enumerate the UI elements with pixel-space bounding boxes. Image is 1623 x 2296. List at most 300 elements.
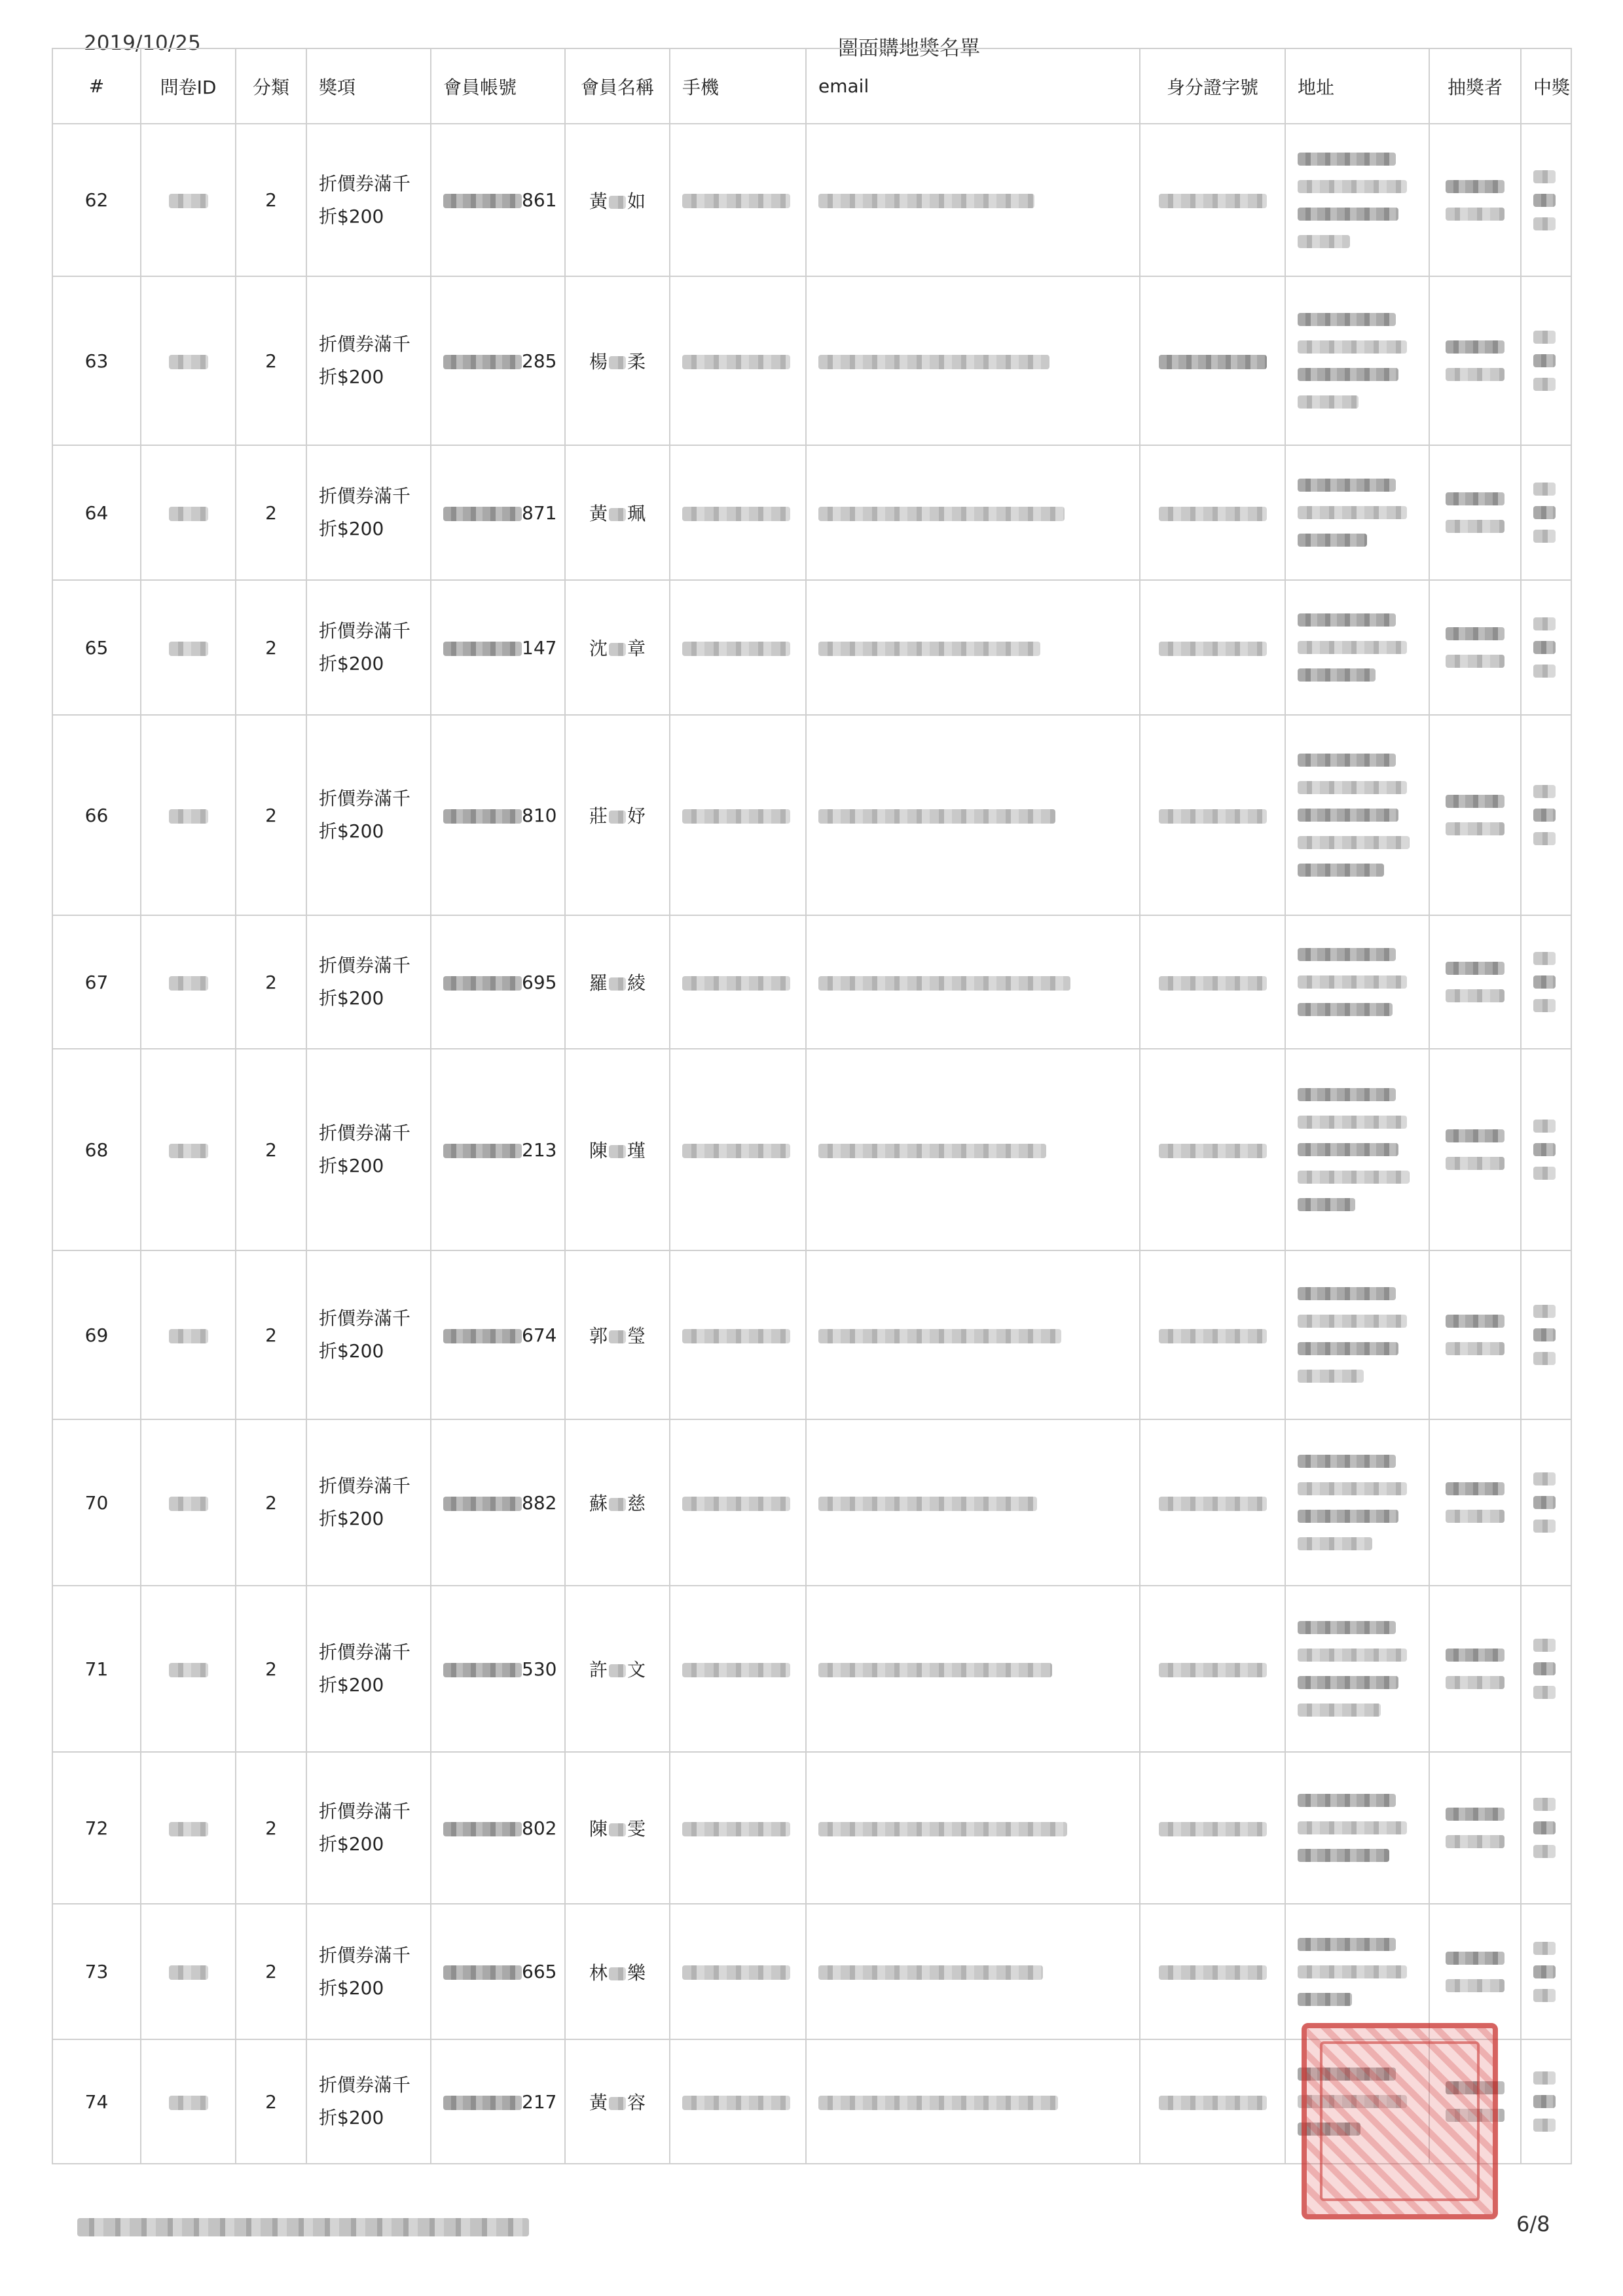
redacted-address-line — [1298, 1676, 1398, 1689]
redacted-winner — [1533, 1120, 1556, 1133]
redacted-drawer — [1446, 1676, 1504, 1689]
table-header-row — [52, 48, 1571, 124]
name-first-char: 黃 — [589, 2092, 608, 2113]
cell-account — [431, 2039, 565, 2164]
redacted-winner — [1533, 952, 1556, 965]
account-suffix: 285 — [522, 350, 557, 372]
cell-phone — [670, 1752, 806, 1904]
name-last-char: 柔 — [627, 351, 646, 373]
account-suffix: 147 — [522, 636, 557, 659]
cell-account — [431, 124, 565, 276]
name-last-char: 如 — [627, 190, 646, 212]
cell-member-name — [565, 580, 670, 715]
cell-member-name — [565, 1250, 670, 1419]
cell-winner — [1521, 1250, 1571, 1419]
cell-survey-id — [141, 445, 236, 580]
cell-winner — [1521, 1904, 1571, 2039]
redacted-winner — [1533, 665, 1556, 678]
cell-member-name — [565, 1586, 670, 1752]
cell-member-name — [565, 1049, 670, 1250]
redacted-drawer — [1446, 1157, 1504, 1170]
redacted-account-prefix — [443, 1497, 522, 1511]
redacted-survey-id — [169, 1965, 208, 1980]
cell-account — [431, 1586, 565, 1752]
redacted-name-char — [609, 1967, 626, 1980]
redacted-winner — [1533, 1639, 1556, 1652]
redacted-name-char — [609, 1498, 626, 1511]
redacted-address-line — [1298, 1849, 1389, 1862]
cell-survey-id — [141, 915, 236, 1049]
name-last-char: 雯 — [627, 1818, 646, 1840]
prize-line-2: 折$200 — [319, 205, 384, 227]
cell-drawer — [1429, 915, 1521, 1049]
redacted-address-line — [1298, 975, 1407, 989]
redacted-account-prefix — [443, 2096, 522, 2110]
redacted-address-line — [1298, 235, 1350, 248]
redacted-address-line — [1298, 948, 1396, 961]
footer-redacted-text — [77, 2218, 529, 2236]
col-header-member-name: 會員名稱 — [565, 48, 670, 124]
seal-inner-border — [1320, 2041, 1480, 2201]
cell-account — [431, 1419, 565, 1586]
name-last-char: 瑾 — [627, 1140, 646, 1161]
cell-phone — [670, 276, 806, 445]
cell-prize — [306, 1586, 431, 1752]
redacted-address-line — [1298, 836, 1410, 849]
account-suffix: 213 — [522, 1139, 557, 1161]
prize-line-2: 折$200 — [319, 2107, 384, 2128]
winners-table — [52, 48, 1572, 2164]
table-row — [52, 1250, 1571, 1419]
cell-category: 2 — [236, 1049, 306, 1250]
redacted-name-char — [609, 196, 626, 209]
redacted-phone — [682, 976, 790, 991]
print-date: 2019/10/25 — [84, 31, 201, 55]
redacted-drawer — [1446, 520, 1504, 533]
col-header-phone: 手機 — [670, 48, 806, 124]
cell-phone — [670, 1586, 806, 1752]
redacted-winner — [1533, 1305, 1556, 1318]
cell-member-name — [565, 1419, 670, 1586]
cell-winner — [1521, 276, 1571, 445]
redacted-account-prefix — [443, 1965, 522, 1980]
redacted-name-char — [609, 811, 626, 824]
redacted-winner — [1533, 1520, 1556, 1533]
redacted-address-line — [1298, 368, 1398, 381]
table-row — [52, 445, 1571, 580]
redacted-winner — [1533, 1965, 1556, 1978]
cell-category: 2 — [236, 124, 306, 276]
redacted-email — [818, 1663, 1052, 1677]
cell-number: 73 — [52, 1904, 141, 2039]
cell-id-number — [1140, 1586, 1285, 1752]
cell-phone — [670, 445, 806, 580]
name-last-char: 妤 — [627, 805, 646, 827]
table-row — [52, 580, 1571, 715]
redacted-drawer — [1446, 1979, 1504, 1992]
redacted-email — [818, 2096, 1058, 2110]
redacted-id-number — [1159, 2096, 1267, 2110]
name-first-char: 楊 — [589, 351, 608, 373]
cell-address — [1285, 715, 1429, 915]
cell-category: 2 — [236, 915, 306, 1049]
account-suffix: 674 — [522, 1324, 557, 1346]
prize-line-1: 折價券滿千 — [319, 2074, 411, 2096]
cell-number: 68 — [52, 1049, 141, 1250]
cell-survey-id — [141, 1752, 236, 1904]
redacted-address-line — [1298, 1315, 1407, 1328]
cell-category: 2 — [236, 276, 306, 445]
cell-member-name — [565, 276, 670, 445]
redacted-survey-id — [169, 2096, 208, 2110]
account-suffix: 530 — [522, 1658, 557, 1680]
redacted-winner — [1533, 483, 1556, 496]
cell-category: 2 — [236, 445, 306, 580]
redacted-address-line — [1298, 668, 1376, 682]
cell-survey-id — [141, 124, 236, 276]
redacted-email — [818, 809, 1055, 824]
name-first-char: 黃 — [589, 190, 608, 212]
redacted-address-line — [1298, 1088, 1396, 1101]
redacted-phone — [682, 507, 790, 521]
cell-address — [1285, 580, 1429, 715]
cell-address — [1285, 124, 1429, 276]
redacted-name-char — [609, 1145, 626, 1158]
redacted-account-prefix — [443, 1663, 522, 1677]
cell-number: 64 — [52, 445, 141, 580]
cell-category: 2 — [236, 1904, 306, 2039]
redacted-survey-id — [169, 642, 208, 656]
redacted-survey-id — [169, 1144, 208, 1158]
cell-email — [806, 1904, 1140, 2039]
cell-prize — [306, 915, 431, 1049]
redacted-id-number — [1159, 1144, 1267, 1158]
table-row — [52, 1419, 1571, 1586]
col-header-address: 地址 — [1285, 48, 1429, 124]
col-header-account: 會員帳號 — [431, 48, 565, 124]
redacted-id-number — [1159, 809, 1267, 824]
redacted-survey-id — [169, 1497, 208, 1511]
redacted-drawer — [1446, 340, 1504, 354]
prize-line-1: 折價券滿千 — [319, 1641, 411, 1663]
redacted-address-line — [1298, 1821, 1407, 1834]
redacted-winner — [1533, 354, 1556, 367]
redacted-winner — [1533, 506, 1556, 519]
account-suffix: 810 — [522, 804, 557, 826]
prize-line-1: 折價券滿千 — [319, 1475, 411, 1497]
redacted-winner — [1533, 1662, 1556, 1675]
redacted-phone — [682, 642, 790, 656]
cell-prize — [306, 1049, 431, 1250]
cell-address — [1285, 1419, 1429, 1586]
cell-address — [1285, 1049, 1429, 1250]
redacted-address-line — [1298, 506, 1407, 519]
redacted-account-prefix — [443, 809, 522, 824]
cell-number: 71 — [52, 1586, 141, 1752]
redacted-id-number — [1159, 1822, 1267, 1836]
cell-id-number — [1140, 580, 1285, 715]
name-last-char: 慈 — [627, 1493, 646, 1514]
redacted-winner — [1533, 217, 1556, 230]
redacted-drawer — [1446, 208, 1504, 221]
cell-drawer — [1429, 715, 1521, 915]
cell-prize — [306, 715, 431, 915]
redacted-address-line — [1298, 1510, 1398, 1523]
cell-id-number — [1140, 276, 1285, 445]
redacted-winner — [1533, 2119, 1556, 2132]
redacted-phone — [682, 1329, 790, 1343]
redacted-account-prefix — [443, 355, 522, 369]
cell-number: 66 — [52, 715, 141, 915]
redacted-address-line — [1298, 1965, 1407, 1978]
redacted-phone — [682, 1965, 790, 1980]
cell-category: 2 — [236, 1586, 306, 1752]
cell-survey-id — [141, 2039, 236, 2164]
name-first-char: 黃 — [589, 503, 608, 524]
redacted-drawer — [1446, 1835, 1504, 1848]
redacted-winner — [1533, 378, 1556, 391]
cell-winner — [1521, 2039, 1571, 2164]
redacted-winner — [1533, 617, 1556, 630]
col-header-winner: 中獎 — [1521, 48, 1571, 124]
prize-line-1: 折價券滿千 — [319, 1800, 411, 1822]
redacted-id-number — [1159, 1497, 1267, 1511]
cell-id-number — [1140, 1904, 1285, 2039]
cell-survey-id — [141, 715, 236, 915]
redacted-drawer — [1446, 1510, 1504, 1523]
redacted-drawer — [1446, 1129, 1504, 1142]
cell-winner — [1521, 715, 1571, 915]
prize-line-1: 折價券滿千 — [319, 955, 411, 976]
redacted-address-line — [1298, 1198, 1355, 1211]
redacted-survey-id — [169, 976, 208, 991]
redacted-address-line — [1298, 754, 1396, 767]
red-seal-stamp — [1302, 2023, 1498, 2219]
redacted-winner — [1533, 194, 1556, 207]
redacted-winner — [1533, 170, 1556, 183]
redacted-address-line — [1298, 864, 1384, 877]
cell-winner — [1521, 915, 1571, 1049]
redacted-email — [818, 507, 1065, 521]
redacted-address-line — [1298, 1482, 1407, 1495]
redacted-address-line — [1298, 1794, 1396, 1807]
cell-number: 74 — [52, 2039, 141, 2164]
prize-line-2: 折$200 — [319, 1977, 384, 1999]
cell-category: 2 — [236, 1250, 306, 1419]
cell-survey-id — [141, 1250, 236, 1419]
document-title: 圍面購地獎名單 — [838, 37, 980, 60]
cell-address — [1285, 1904, 1429, 2039]
prize-line-2: 折$200 — [319, 987, 384, 1009]
prize-line-2: 折$200 — [319, 518, 384, 539]
cell-number: 62 — [52, 124, 141, 276]
redacted-winner — [1533, 1472, 1556, 1485]
cell-email — [806, 715, 1140, 915]
redacted-account-prefix — [443, 1822, 522, 1836]
cell-account — [431, 915, 565, 1049]
name-first-char: 許 — [589, 1659, 608, 1681]
cell-winner — [1521, 1586, 1571, 1752]
redacted-email — [818, 1144, 1046, 1158]
name-last-char: 章 — [627, 638, 646, 659]
cell-email — [806, 2039, 1140, 2164]
redacted-winner — [1533, 832, 1556, 845]
redacted-address-line — [1298, 1003, 1393, 1016]
cell-member-name — [565, 1904, 670, 2039]
cell-id-number — [1140, 915, 1285, 1049]
redacted-address-line — [1298, 1704, 1381, 1717]
redacted-drawer — [1446, 492, 1504, 505]
redacted-drawer — [1446, 368, 1504, 381]
redacted-drawer — [1446, 180, 1504, 193]
table-row — [52, 276, 1571, 445]
cell-winner — [1521, 1752, 1571, 1904]
cell-member-name — [565, 715, 670, 915]
cell-account — [431, 1049, 565, 1250]
prize-line-2: 折$200 — [319, 1340, 384, 1362]
cell-category: 2 — [236, 1752, 306, 1904]
cell-member-name — [565, 124, 670, 276]
redacted-address-line — [1298, 641, 1407, 654]
account-suffix: 861 — [522, 189, 557, 211]
cell-prize — [306, 1250, 431, 1419]
cell-account — [431, 580, 565, 715]
cell-email — [806, 580, 1140, 715]
redacted-address-line — [1298, 479, 1396, 492]
redacted-winner — [1533, 1143, 1556, 1156]
cell-email — [806, 445, 1140, 580]
cell-phone — [670, 915, 806, 1049]
table-row — [52, 715, 1571, 915]
redacted-winner — [1533, 785, 1556, 798]
cell-survey-id — [141, 1586, 236, 1752]
redacted-address-line — [1298, 1537, 1372, 1550]
redacted-address-line — [1298, 1370, 1364, 1383]
redacted-id-number — [1159, 194, 1267, 208]
name-first-char: 蘇 — [589, 1493, 608, 1514]
redacted-winner — [1533, 1798, 1556, 1811]
redacted-address-line — [1298, 1143, 1398, 1156]
redacted-account-prefix — [443, 642, 522, 656]
cell-drawer — [1429, 1904, 1521, 2039]
col-header-survey-id: 問卷ID — [141, 48, 236, 124]
cell-phone — [670, 124, 806, 276]
redacted-id-number — [1159, 642, 1267, 656]
redacted-survey-id — [169, 507, 208, 521]
cell-prize — [306, 1419, 431, 1586]
cell-address — [1285, 1752, 1429, 1904]
cell-member-name — [565, 1752, 670, 1904]
cell-survey-id — [141, 276, 236, 445]
redacted-survey-id — [169, 1663, 208, 1677]
name-first-char: 沈 — [589, 638, 608, 659]
redacted-winner — [1533, 809, 1556, 822]
redacted-drawer — [1446, 627, 1504, 640]
cell-prize — [306, 2039, 431, 2164]
redacted-drawer — [1446, 655, 1504, 668]
redacted-winner — [1533, 1686, 1556, 1699]
account-suffix: 695 — [522, 971, 557, 993]
redacted-account-prefix — [443, 507, 522, 521]
redacted-name-char — [609, 356, 626, 369]
redacted-winner — [1533, 530, 1556, 543]
cell-prize — [306, 124, 431, 276]
redacted-winner — [1533, 641, 1556, 654]
name-first-char: 郭 — [589, 1325, 608, 1347]
redacted-name-char — [609, 643, 626, 656]
cell-survey-id — [141, 1049, 236, 1250]
redacted-survey-id — [169, 194, 208, 208]
redacted-winner — [1533, 331, 1556, 344]
redacted-phone — [682, 1144, 790, 1158]
redacted-phone — [682, 194, 790, 208]
cell-phone — [670, 2039, 806, 2164]
cell-id-number — [1140, 1752, 1285, 1904]
cell-id-number — [1140, 445, 1285, 580]
redacted-drawer — [1446, 989, 1504, 1002]
cell-drawer — [1429, 124, 1521, 276]
redacted-email — [818, 642, 1040, 656]
prize-line-1: 折價券滿千 — [319, 172, 411, 194]
name-last-char: 文 — [627, 1659, 646, 1681]
cell-email — [806, 1419, 1140, 1586]
redacted-address-line — [1298, 180, 1407, 193]
col-header-prize: 獎項 — [306, 48, 431, 124]
redacted-name-char — [609, 1330, 626, 1343]
redacted-phone — [682, 1497, 790, 1511]
redacted-email — [818, 1497, 1037, 1511]
name-last-char: 綾 — [627, 972, 646, 994]
cell-member-name — [565, 2039, 670, 2164]
prize-line-1: 折價券滿千 — [319, 788, 411, 809]
redacted-account-prefix — [443, 1329, 522, 1343]
cell-id-number — [1140, 1419, 1285, 1586]
cell-number: 70 — [52, 1419, 141, 1586]
redacted-winner — [1533, 2071, 1556, 2085]
name-first-char: 林 — [589, 1961, 608, 1984]
redacted-address-line — [1298, 208, 1398, 221]
cell-winner — [1521, 1419, 1571, 1586]
name-last-char: 樂 — [627, 1961, 646, 1984]
redacted-address-line — [1298, 613, 1396, 627]
cell-phone — [670, 715, 806, 915]
redacted-address-line — [1298, 1993, 1352, 2006]
cell-prize — [306, 1752, 431, 1904]
col-header-category: 分類 — [236, 48, 306, 124]
redacted-drawer — [1446, 1482, 1504, 1495]
redacted-winner — [1533, 1821, 1556, 1834]
col-header-email: email — [806, 48, 1140, 124]
redacted-winner — [1533, 2095, 1556, 2108]
redacted-email — [818, 976, 1070, 991]
redacted-address-line — [1298, 1342, 1398, 1355]
cell-drawer — [1429, 1250, 1521, 1419]
cell-member-name — [565, 915, 670, 1049]
cell-number: 69 — [52, 1250, 141, 1419]
cell-account — [431, 1250, 565, 1419]
cell-phone — [670, 580, 806, 715]
redacted-winner — [1533, 975, 1556, 989]
redacted-drawer — [1446, 1342, 1504, 1355]
prize-line-2: 折$200 — [319, 653, 384, 674]
cell-category: 2 — [236, 1419, 306, 1586]
redacted-id-number — [1159, 1663, 1267, 1677]
redacted-address-line — [1298, 1621, 1396, 1634]
redacted-name-char — [609, 1823, 626, 1836]
redacted-address-line — [1298, 534, 1367, 547]
cell-prize — [306, 1904, 431, 2039]
redacted-address-line — [1298, 1455, 1396, 1468]
